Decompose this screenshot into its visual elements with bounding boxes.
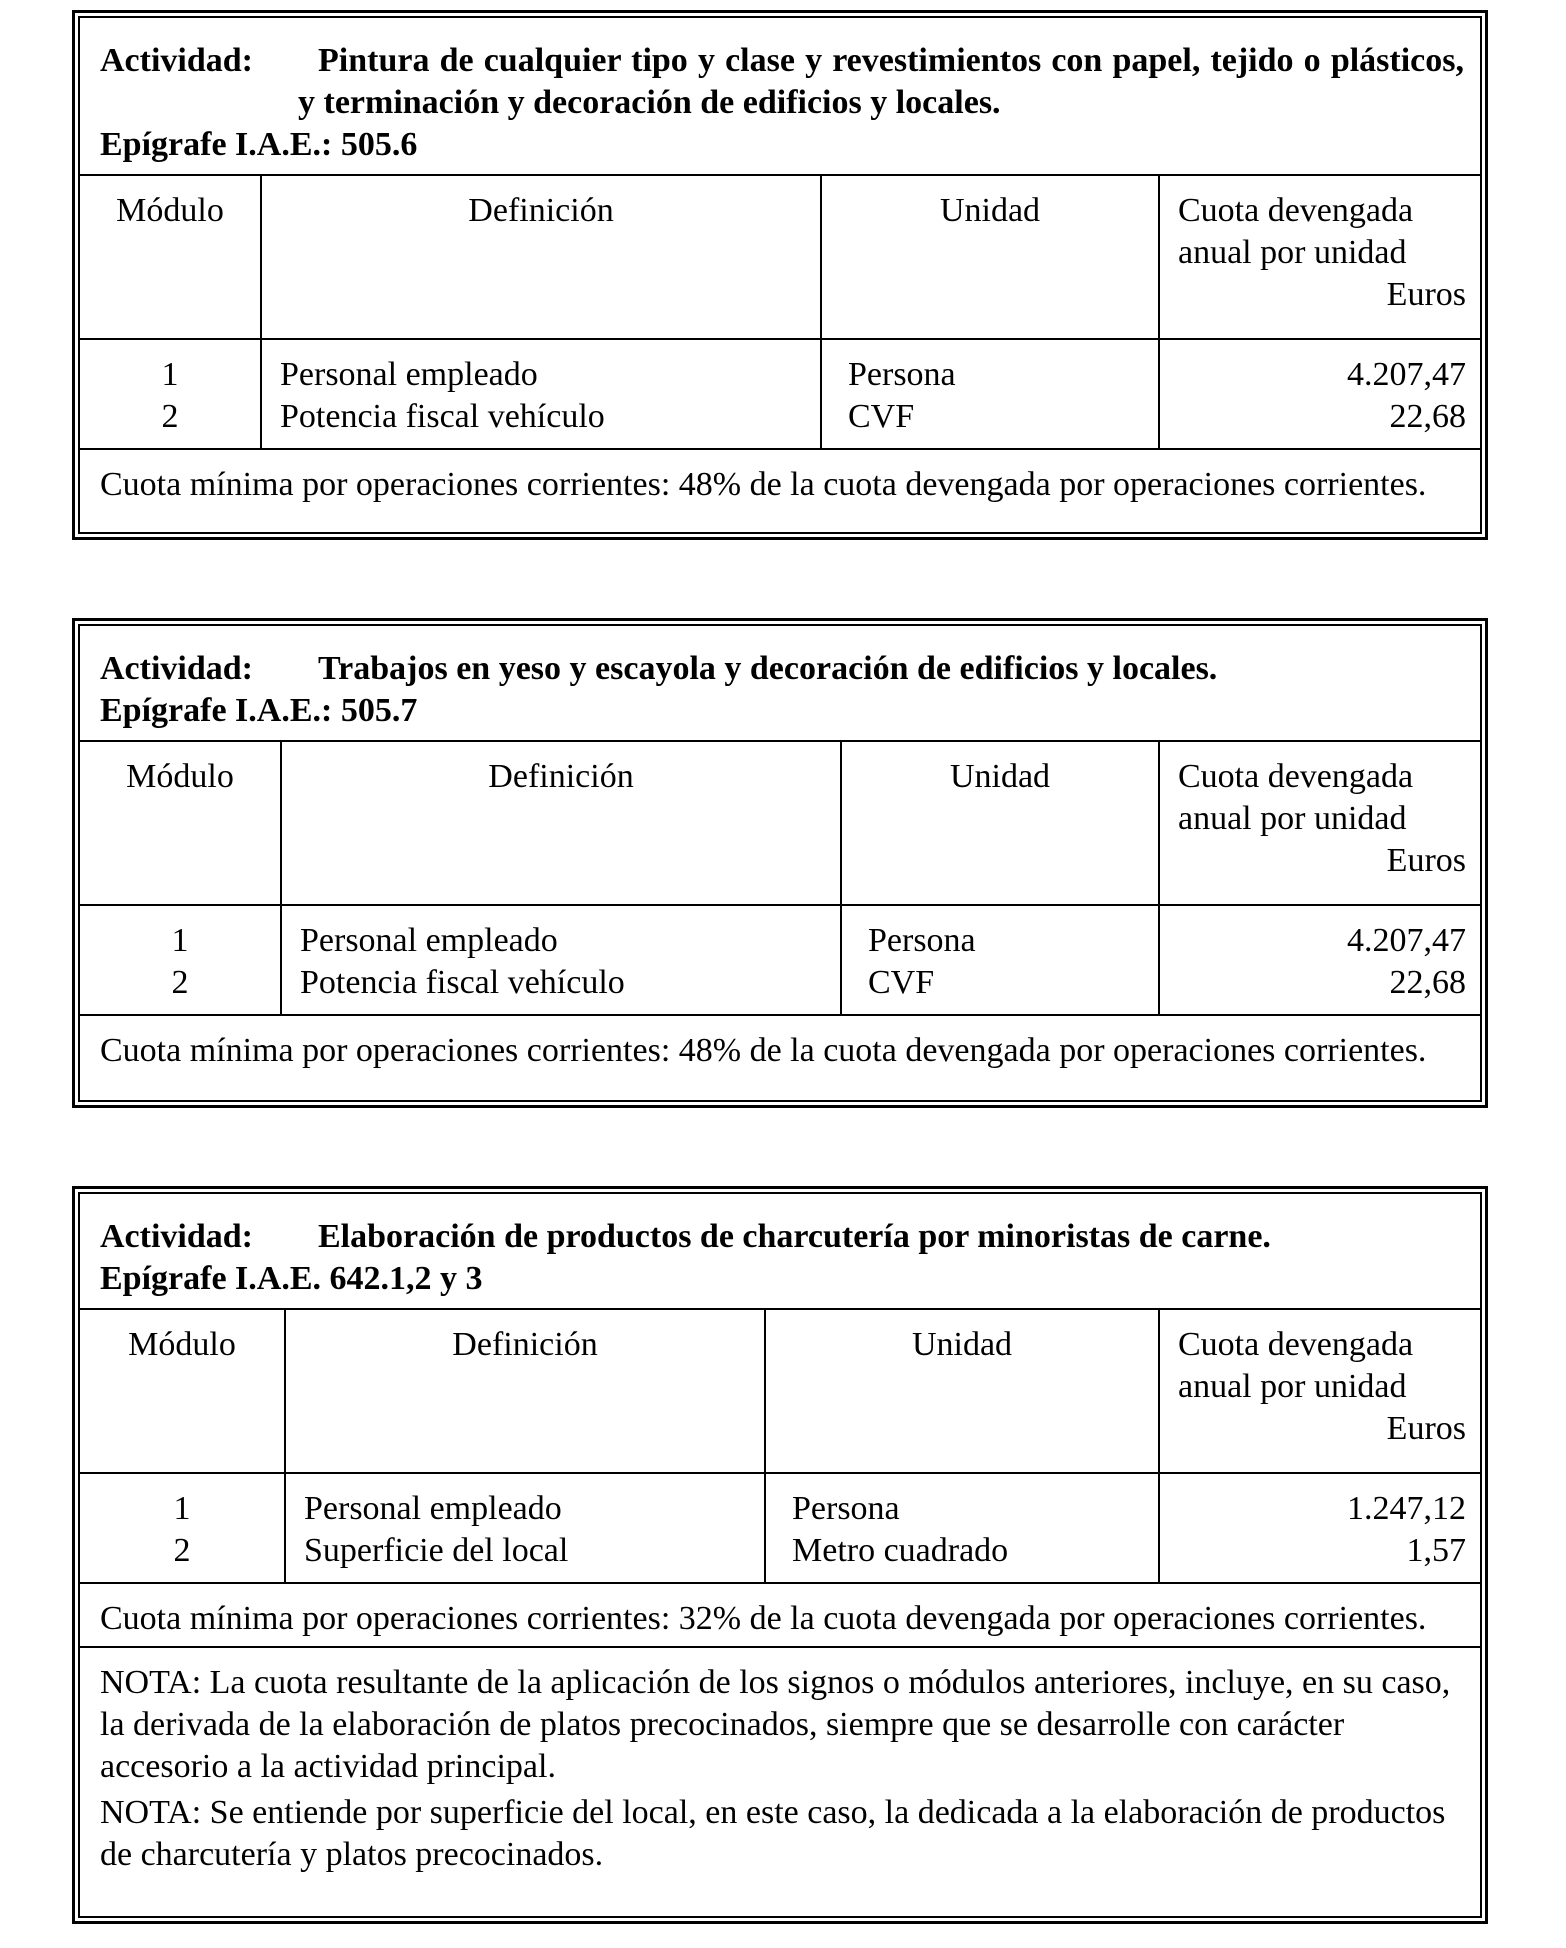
row-2-modulo: 2 <box>171 964 189 1001</box>
row-1-cuota: 4.207,47 <box>1347 356 1466 393</box>
col-header-cuota <box>1159 176 1480 339</box>
cuota-cell <box>1159 1473 1480 1582</box>
cuota-line-1: Cuota devengada <box>1178 1326 1414 1363</box>
note-2: NOTA: Se entiende por superficie del local, en este caso, la dedicada a la elaboración de productos de charcutería y platos precocinados. <box>100 1794 1446 1873</box>
module-table-642 <box>72 1186 1488 1924</box>
col-header-definicion: Definición <box>281 742 841 905</box>
row-2-definicion: Potencia fiscal vehículo <box>300 964 625 1001</box>
activity-label: Actividad: <box>100 1218 253 1255</box>
cuota-minima-footer: Cuota mínima por operaciones corrientes: 32% de la cuota devengada por operaciones corrientes. <box>80 1582 1480 1646</box>
col-header-definicion: Definición <box>285 1310 765 1473</box>
row-2-definicion: Superficie del local <box>304 1532 569 1569</box>
modulo-cell <box>80 339 261 448</box>
note-1: NOTA: La cuota resultante de la aplicación de los signos o módulos anteriores, incluye, en su caso, la derivada de la elaboración de platos precocinados, siempre que se desarrolle con carácter accesorio a la actividad principal. <box>100 1664 1451 1785</box>
activity-label: Actividad: <box>100 42 253 79</box>
col-header-modulo: Módulo <box>80 176 261 339</box>
row-2-definicion: Potencia fiscal vehículo <box>280 398 605 435</box>
row-1-definicion: Personal empleado <box>300 922 558 959</box>
table-body <box>80 905 1480 1014</box>
row-2-modulo: 2 <box>173 1532 191 1569</box>
row-2-cuota: 22,68 <box>1389 398 1466 435</box>
modulo-cell <box>80 1473 285 1582</box>
cuota-line-2: anual por unidad <box>1178 234 1407 271</box>
row-1-unidad: Persona <box>792 1490 900 1527</box>
definicion-cell <box>261 339 821 448</box>
cuota-line-3: Euros <box>1386 1410 1466 1447</box>
cuota-line-2: anual por unidad <box>1178 800 1407 837</box>
activity-text: Elaboración de productos de charcutería por minoristas de carne. <box>318 1218 1271 1255</box>
table-header <box>80 1194 1480 1310</box>
cuota-line-3: Euros <box>1386 842 1466 879</box>
col-header-unidad: Unidad <box>765 1310 1159 1473</box>
row-1-unidad: Persona <box>848 356 956 393</box>
col-header-unidad: Unidad <box>841 742 1159 905</box>
module-table-505-6 <box>72 10 1488 540</box>
row-2-unidad: CVF <box>868 964 935 1001</box>
unidad-cell <box>765 1473 1159 1582</box>
cuota-line-2: anual por unidad <box>1178 1368 1407 1405</box>
col-header-unidad: Unidad <box>821 176 1159 339</box>
activity-text: Pintura de cualquier tipo y clase y revestimientos con papel, tejido o plásticos, y terminación y decoración de edificios y locales. <box>298 42 1464 121</box>
cuota-minima-footer: Cuota mínima por operaciones corrientes: 48% de la cuota devengada por operaciones corrientes. <box>80 1014 1480 1078</box>
col-header-cuota <box>1159 742 1480 905</box>
col-header-modulo: Módulo <box>80 1310 285 1473</box>
activity-text: Trabajos en yeso y escayola y decoración de edificios y locales. <box>318 650 1218 687</box>
row-1-unidad: Persona <box>868 922 976 959</box>
definicion-cell <box>281 905 841 1014</box>
col-header-modulo: Módulo <box>80 742 281 905</box>
row-1-modulo: 1 <box>173 1490 191 1527</box>
cuota-line-1: Cuota devengada <box>1178 758 1414 795</box>
row-1-definicion: Personal empleado <box>280 356 538 393</box>
definicion-cell <box>285 1473 765 1582</box>
row-1-modulo: 1 <box>171 922 189 959</box>
row-2-cuota: 22,68 <box>1389 964 1466 1001</box>
row-1-definicion: Personal empleado <box>304 1490 562 1527</box>
unidad-cell <box>841 905 1159 1014</box>
unidad-cell <box>821 339 1159 448</box>
col-header-definicion: Definición <box>261 176 821 339</box>
table-header <box>80 626 1480 742</box>
modules-table <box>80 742 1480 1014</box>
cuota-minima-footer: Cuota mínima por operaciones corrientes: 48% de la cuota devengada por operaciones corrientes. <box>80 448 1480 512</box>
row-2-modulo: 2 <box>161 398 179 435</box>
row-1-cuota: 4.207,47 <box>1347 922 1466 959</box>
modules-table <box>80 1310 1480 1582</box>
row-2-cuota: 1,57 <box>1406 1532 1466 1569</box>
cuota-cell <box>1159 905 1480 1014</box>
col-header-cuota <box>1159 1310 1480 1473</box>
activity-label: Actividad: <box>100 650 253 687</box>
notes-section <box>80 1646 1480 1876</box>
cuota-cell <box>1159 339 1480 448</box>
row-1-modulo: 1 <box>161 356 179 393</box>
modules-table <box>80 176 1480 448</box>
table-body <box>80 339 1480 448</box>
table-body <box>80 1473 1480 1582</box>
cuota-line-1: Cuota devengada <box>1178 192 1414 229</box>
epigrafe: Epígrafe I.A.E.: 505.7 <box>100 692 418 729</box>
cuota-line-3: Euros <box>1386 276 1466 313</box>
epigrafe: Epígrafe I.A.E. 642.1,2 y 3 <box>100 1260 483 1297</box>
table-header <box>80 18 1480 176</box>
row-2-unidad: CVF <box>848 398 915 435</box>
row-2-unidad: Metro cuadrado <box>792 1532 1009 1569</box>
row-1-cuota: 1.247,12 <box>1347 1490 1466 1527</box>
modulo-cell <box>80 905 281 1014</box>
epigrafe: Epígrafe I.A.E.: 505.6 <box>100 126 418 163</box>
module-table-505-7 <box>72 618 1488 1108</box>
